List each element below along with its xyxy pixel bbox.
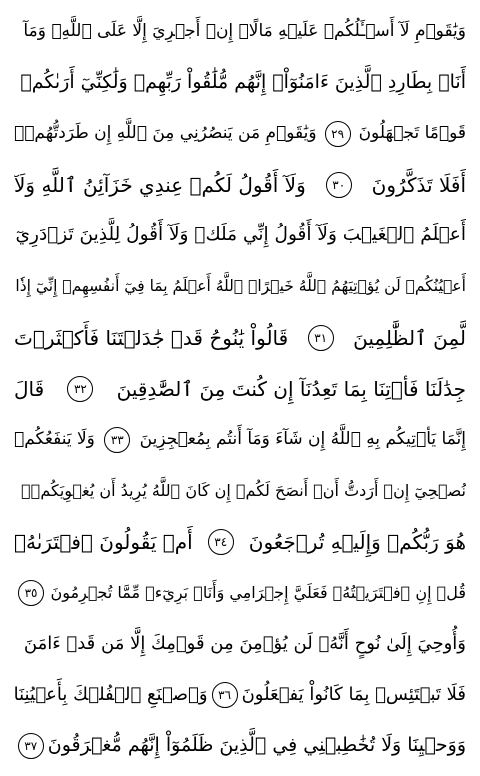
line-text: أَعۡيُنُكُمۡ لَن يُؤۡتِيَهُمُ ٱللَّهُ خَيۡرًاۖ ٱللَّهُ أَعۡلَمُ بِمَا فِيٓ أَنفُسِهِمۡ إِنِّيٓ إِذٗا xyxy=(15,276,466,295)
text-line xyxy=(14,567,466,618)
ayah-number-marker: ٣٧ xyxy=(18,733,44,759)
line-text: أَمۡ يَقُولُونَ ٱفۡتَرَىٰهُۖ xyxy=(14,529,193,554)
text-line xyxy=(14,6,466,57)
ayah-number-marker: ٣٥ xyxy=(18,580,44,606)
line-text: لَّمِنَ ٱلظَّٰلِمِينَ xyxy=(353,325,466,350)
line-text: وَلَآ أَقُولُ لَكُمۡ عِندِي خَزَآئِنُ ٱللَّهِ وَلَآ xyxy=(14,172,306,197)
line-text: وَٱصۡنَعِ ٱلۡفُلۡكَ بِأَعۡيُنِنَا xyxy=(14,683,208,705)
text-line xyxy=(14,261,466,312)
line-text: وَوَحۡيِنَا وَلَا تُخَٰطِبۡنِي فِي ٱلَّذِينَ ظَلَمُوٓاْ إِنَّهُم مُّغۡرَقُونَ xyxy=(47,734,466,756)
line-text: أَعۡلَمُ ٱلۡغَيۡبَ وَلَآ أَقُولُ إِنِّي مَلَكٞ وَلَآ أَقُولُ لِلَّذِينَ تَزۡدَرِيٓ xyxy=(15,224,466,246)
ayah-number-marker: ٢٩ xyxy=(325,121,351,147)
text-line xyxy=(14,210,466,261)
line-text: قَوۡمًا تَجۡهَلُونَ xyxy=(358,123,466,143)
ayah-number-marker: ٣٢ xyxy=(67,376,93,402)
line-text: أَنَا۠ بِطَارِدِ ٱلَّذِينَ ءَامَنُوٓاْۚ إِنَّهُم مُّلَٰقُواْ رَبِّهِمۡ وَلَٰكِنِّيٓ أَرَىٰكُمۡ xyxy=(20,71,466,93)
line-text: إِنَّمَا يَأۡتِيكُم بِهِ ٱللَّهُ إِن شَآءَ وَمَآ أَنتُم بِمُعۡجِزِينَ xyxy=(139,429,466,449)
ayah-number-marker: ٣٤ xyxy=(208,529,234,555)
ayah-number-marker: ٣٣ xyxy=(104,427,130,453)
line-text: نُصۡحِيٓ إِنۡ أَرَدتُّ أَنۡ أَنصَحَ لَكُمۡ إِن كَانَ ٱللَّهُ يُرِيدُ أَن يُغۡوِيَكُمۡۚ xyxy=(21,480,466,500)
ayah-number-marker: ٣٦ xyxy=(212,682,238,708)
line-text: وَلَا يَنفَعُكُمۡ xyxy=(14,429,95,449)
text-line xyxy=(14,516,466,567)
line-text: وَأُوحِيَ إِلَىٰ نُوحٍ أَنَّهُۥ لَن يُؤۡمِنَ مِن قَوۡمِكَ إِلَّا مَن قَدۡ ءَامَنَ xyxy=(23,632,466,654)
text-line xyxy=(14,312,466,363)
line-text: قَالَ xyxy=(14,376,45,401)
line-text: جِدَٰلَنَا فَأۡتِنَا بِمَا تَعِدُنَآ إِن كُنتَ مِنَ ٱلصَّٰدِقِينَ xyxy=(116,376,466,401)
line-text: قَالُواْ يَٰنُوحُ قَدۡ جَٰدَلۡتَنَا فَأَكۡثَرۡتَ xyxy=(14,325,289,350)
text-line xyxy=(14,414,466,465)
line-text: هُوَ رَبُّكُمۡ وَإِلَيۡهِ تُرۡجَعُونَ xyxy=(248,529,466,554)
ayah-number-marker: ٣٠ xyxy=(326,172,352,198)
text-line xyxy=(14,108,466,159)
text-line xyxy=(14,465,466,516)
text-line xyxy=(14,363,466,414)
line-text: وَيَٰقَوۡمِ لَآ أَسۡـَٔلُكُمۡ عَلَيۡهِ مَالًاۖ إِنۡ أَجۡرِيَ إِلَّا عَلَى ٱللَّهِۚ وَمَآ xyxy=(23,21,466,41)
line-text: قُلۡ إِنِ ٱفۡتَرَيۡتُهُۥ فَعَلَيَّ إِجۡرَامِي وَأَنَا۠ بَرِيٓءٞ مِّمَّا تُجۡرِمُونَ xyxy=(50,582,466,602)
text-line xyxy=(14,618,466,669)
line-text: أَفَلَا تَذَكَّرُونَ xyxy=(371,172,466,197)
line-text: فَلَا تَبۡتَئِسۡ بِمَا كَانُواْ يَفۡعَلُونَ xyxy=(241,683,466,705)
text-line xyxy=(14,669,466,720)
line-text: وَيَٰقَوۡمِ مَن يَنصُرُنِي مِنَ ٱللَّهِ إِن طَرَدتُّهُمۡۚ xyxy=(14,123,317,143)
text-line xyxy=(14,720,466,771)
ayah-number-marker: ٣١ xyxy=(308,325,334,351)
text-line xyxy=(14,159,466,210)
text-line xyxy=(14,57,466,108)
